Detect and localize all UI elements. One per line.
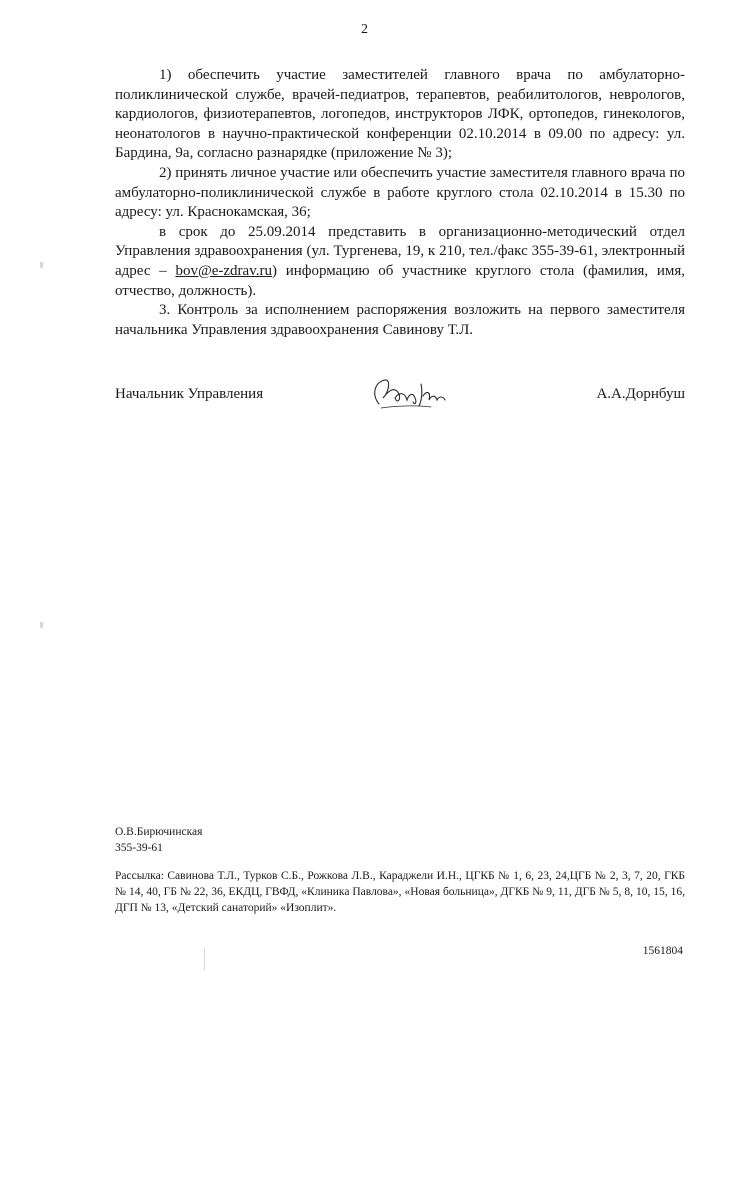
email-link[interactable]: bov@e-zdrav.ru xyxy=(175,262,272,279)
signature-block xyxy=(115,384,685,414)
executor-name: О.В.Бирючинская xyxy=(115,826,203,838)
document-body xyxy=(115,66,685,340)
scan-mark-left-bottom xyxy=(40,622,43,628)
paragraph-item-1: 1) обеспечить участие заместителей главного врача по амбулаторно-поликлинической службе, врачей-педиатров, терапевтов, реабилитологов, неврологов, кардиологов, физиотерапевтов, логопедов, инструкторов ЛФК, ортопедов, гинекологов, неонатологов в научно-практической конференции 02.10.2014 в 09.00 по адресу: ул. Бардина, 9а, согласно разнарядке (приложение № 3); xyxy=(115,67,685,162)
paragraph-item-2: 2) принять личное участие или обеспечить участие заместителя главного врача по амбулаторно-поликлинической службе в работе круглого стола 02.10.2014 в 15.30 по адресу: ул. Краснокамская, 36; xyxy=(115,164,685,221)
paragraph-control: 3. Контроль за исполнением распоряжения возложить на первого заместителя начальника Управления здравоохранения Савинову Т.Л. xyxy=(115,302,685,338)
executor-phone: 355-39-61 xyxy=(115,842,163,854)
distribution-list: Рассылка: Савинова Т.Л., Турков С.Б., Рожкова Л.В., Караджели И.Н., ЦГКБ № 1, 6, 23, 24,ЦГБ № 2, 3, 7, 20, ГКБ № 14, 40, ГБ № 22, 36, ЕКДЦ, ГВФД, «Клиника Павлова», «Новая больница», ДГКБ № 9, 11, ДГБ № 5, 8, 10, 15, 16, ДГП № 13, «Детский санаторий» «Изоплит». xyxy=(115,870,685,914)
deadline-text-end: ) информацию об участнике круглого стола (фамилия, имя, отчество, должность). xyxy=(115,262,686,299)
page-number: 2 xyxy=(361,22,368,37)
handwritten-signature xyxy=(365,374,455,414)
scan-mark-lower xyxy=(204,948,205,970)
paragraph-deadline xyxy=(115,223,685,301)
document-code: 1561804 xyxy=(642,945,683,957)
executor-block xyxy=(115,824,202,856)
scan-mark-left-top xyxy=(40,262,43,268)
signatory-name: А.А.Дорнбуш xyxy=(596,386,685,402)
deadline-text-start: в срок до 25.09.2014 представить в организационно-методический отдел Управления здравоохранения (ул. Тургенева, 19, к 210, тел./факс 355-39-61, электронный адрес – xyxy=(115,223,685,279)
signatory-title: Начальник Управления xyxy=(115,386,264,402)
